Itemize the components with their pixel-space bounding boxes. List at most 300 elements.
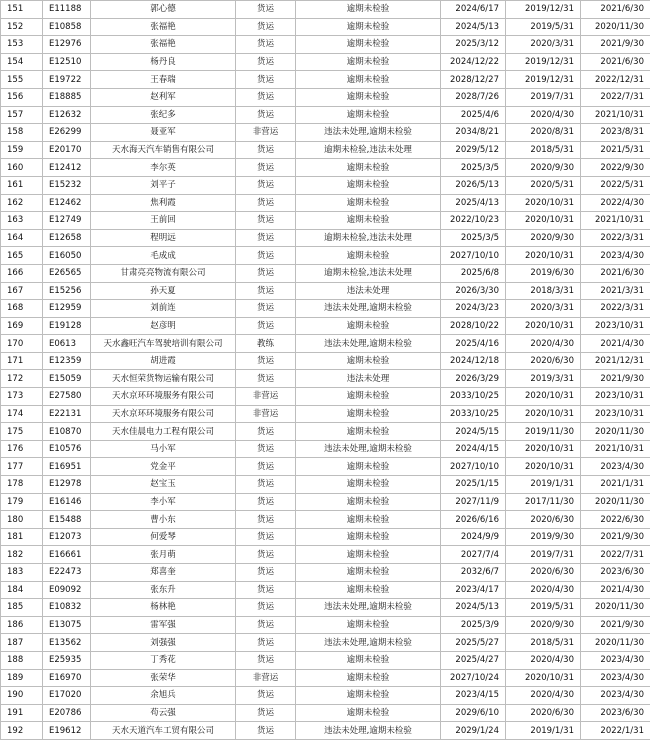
row-number-cell: 172	[1, 370, 43, 388]
plate-code-cell: E10870	[43, 423, 91, 441]
table-row	[1, 616, 650, 634]
date-1-cell: 2024/4/15	[441, 440, 506, 458]
date-2-cell: 2017/11/30	[506, 493, 581, 511]
date-3-cell: 2021/4/30	[581, 581, 650, 599]
date-1-cell: 2025/1/15	[441, 476, 506, 494]
row-number-cell: 157	[1, 106, 43, 124]
owner-name-cell: 天水京环环境服务有限公司	[91, 388, 236, 406]
date-1-cell: 2025/3/5	[441, 159, 506, 177]
table-row	[1, 651, 650, 669]
row-number-cell: 185	[1, 599, 43, 617]
date-1-cell: 2029/5/12	[441, 141, 506, 159]
row-number-cell: 174	[1, 405, 43, 423]
table-row	[1, 599, 650, 617]
table-row	[1, 159, 650, 177]
row-number-cell: 178	[1, 476, 43, 494]
plate-code-cell: E15232	[43, 176, 91, 194]
table-row	[1, 124, 650, 142]
usage-type-cell: 货运	[236, 212, 296, 230]
table-row	[1, 634, 650, 652]
table-row	[1, 493, 650, 511]
date-1-cell: 2024/9/9	[441, 528, 506, 546]
row-number-cell: 181	[1, 528, 43, 546]
row-number-cell: 190	[1, 687, 43, 705]
plate-code-cell: E12073	[43, 528, 91, 546]
usage-type-cell: 货运	[236, 687, 296, 705]
table-row	[1, 440, 650, 458]
table-row	[1, 106, 650, 124]
table-row	[1, 704, 650, 722]
usage-type-cell: 货运	[236, 282, 296, 300]
violation-status-cell: 违法未处理,逾期未检验	[296, 300, 441, 318]
row-number-cell: 169	[1, 317, 43, 335]
usage-type-cell: 货运	[236, 458, 296, 476]
owner-name-cell: 孙天夏	[91, 282, 236, 300]
usage-type-cell: 货运	[236, 71, 296, 89]
row-number-cell: 177	[1, 458, 43, 476]
usage-type-cell: 货运	[236, 493, 296, 511]
usage-type-cell: 货运	[236, 18, 296, 36]
row-number-cell: 156	[1, 88, 43, 106]
usage-type-cell: 货运	[236, 564, 296, 582]
plate-code-cell: E15059	[43, 370, 91, 388]
date-3-cell: 2021/5/31	[581, 141, 650, 159]
row-number-cell: 162	[1, 194, 43, 212]
row-number-cell: 184	[1, 581, 43, 599]
violation-status-cell: 违法未处理	[296, 282, 441, 300]
row-number-cell: 192	[1, 722, 43, 740]
row-number-cell: 158	[1, 124, 43, 142]
plate-code-cell: E12978	[43, 476, 91, 494]
date-1-cell: 2022/10/23	[441, 212, 506, 230]
plate-code-cell: E10832	[43, 599, 91, 617]
owner-name-cell: 天水恒荣货物运输有限公司	[91, 370, 236, 388]
plate-code-cell: E10576	[43, 440, 91, 458]
row-number-cell: 170	[1, 335, 43, 353]
table-row	[1, 141, 650, 159]
date-1-cell: 2032/6/7	[441, 564, 506, 582]
date-2-cell: 2019/12/31	[506, 71, 581, 89]
row-number-cell: 173	[1, 388, 43, 406]
owner-name-cell: 赵彦明	[91, 317, 236, 335]
plate-code-cell: E12510	[43, 53, 91, 71]
date-2-cell: 2019/9/30	[506, 528, 581, 546]
date-1-cell: 2025/4/27	[441, 651, 506, 669]
date-3-cell: 2021/1/31	[581, 476, 650, 494]
plate-code-cell: E17020	[43, 687, 91, 705]
date-3-cell: 2023/4/30	[581, 687, 650, 705]
plate-code-cell: E15488	[43, 511, 91, 529]
owner-name-cell: 张纪多	[91, 106, 236, 124]
table-row	[1, 722, 650, 740]
usage-type-cell: 货运	[236, 528, 296, 546]
owner-name-cell: 天水海天汽车销售有限公司	[91, 141, 236, 159]
usage-type-cell: 货运	[236, 36, 296, 54]
date-3-cell: 2021/9/30	[581, 36, 650, 54]
violation-status-cell: 逾期未检验	[296, 458, 441, 476]
date-3-cell: 2021/3/31	[581, 282, 650, 300]
row-number-cell: 163	[1, 212, 43, 230]
usage-type-cell: 货运	[236, 546, 296, 564]
row-number-cell: 153	[1, 36, 43, 54]
usage-type-cell: 货运	[236, 423, 296, 441]
usage-type-cell: 货运	[236, 106, 296, 124]
table-row	[1, 88, 650, 106]
plate-code-cell: E16146	[43, 493, 91, 511]
owner-name-cell: 胡进霞	[91, 352, 236, 370]
table-row	[1, 1, 650, 19]
owner-name-cell: 天水天道汽车工贸有限公司	[91, 722, 236, 740]
date-2-cell: 2020/4/30	[506, 581, 581, 599]
owner-name-cell: 杨林艳	[91, 599, 236, 617]
date-2-cell: 2020/10/31	[506, 247, 581, 265]
table-row	[1, 194, 650, 212]
date-2-cell: 2020/3/31	[506, 36, 581, 54]
violation-status-cell: 逾期未检验	[296, 71, 441, 89]
table-row	[1, 18, 650, 36]
date-3-cell: 2023/10/31	[581, 405, 650, 423]
plate-code-cell: E22131	[43, 405, 91, 423]
usage-type-cell: 货运	[236, 159, 296, 177]
owner-name-cell: 党金平	[91, 458, 236, 476]
owner-name-cell: 苟云强	[91, 704, 236, 722]
violation-status-cell: 逾期未检验	[296, 53, 441, 71]
date-2-cell: 2019/7/31	[506, 88, 581, 106]
date-1-cell: 2025/3/5	[441, 229, 506, 247]
plate-code-cell: E10858	[43, 18, 91, 36]
date-2-cell: 2020/9/30	[506, 616, 581, 634]
violation-status-cell: 逾期未检验	[296, 388, 441, 406]
row-number-cell: 188	[1, 651, 43, 669]
date-2-cell: 2020/10/31	[506, 194, 581, 212]
date-1-cell: 2033/10/25	[441, 405, 506, 423]
date-2-cell: 2019/5/31	[506, 18, 581, 36]
date-2-cell: 2020/10/31	[506, 317, 581, 335]
owner-name-cell: 焦利霞	[91, 194, 236, 212]
date-1-cell: 2028/10/22	[441, 317, 506, 335]
date-3-cell: 2023/4/30	[581, 669, 650, 687]
table-row	[1, 511, 650, 529]
owner-name-cell: 余旭兵	[91, 687, 236, 705]
usage-type-cell: 非营运	[236, 405, 296, 423]
owner-name-cell: 马小军	[91, 440, 236, 458]
table-row	[1, 335, 650, 353]
plate-code-cell: E26565	[43, 264, 91, 282]
usage-type-cell: 货运	[236, 264, 296, 282]
plate-code-cell: E13562	[43, 634, 91, 652]
date-1-cell: 2024/5/13	[441, 18, 506, 36]
date-1-cell: 2024/5/13	[441, 599, 506, 617]
owner-name-cell: 聂亚军	[91, 124, 236, 142]
usage-type-cell: 货运	[236, 476, 296, 494]
table-row	[1, 71, 650, 89]
date-1-cell: 2025/3/9	[441, 616, 506, 634]
plate-code-cell: E19612	[43, 722, 91, 740]
plate-code-cell: E12959	[43, 300, 91, 318]
owner-name-cell: 丁秀花	[91, 651, 236, 669]
table-row	[1, 669, 650, 687]
date-3-cell: 2022/7/31	[581, 546, 650, 564]
date-3-cell: 2023/4/30	[581, 651, 650, 669]
usage-type-cell: 非营运	[236, 388, 296, 406]
usage-type-cell: 货运	[236, 599, 296, 617]
usage-type-cell: 货运	[236, 194, 296, 212]
table-row	[1, 247, 650, 265]
date-3-cell: 2021/9/30	[581, 528, 650, 546]
row-number-cell: 189	[1, 669, 43, 687]
usage-type-cell: 货运	[236, 141, 296, 159]
table-body	[1, 1, 650, 740]
plate-code-cell: E20786	[43, 704, 91, 722]
plate-code-cell: E13075	[43, 616, 91, 634]
date-2-cell: 2018/5/31	[506, 634, 581, 652]
date-1-cell: 2025/4/13	[441, 194, 506, 212]
usage-type-cell: 非营运	[236, 669, 296, 687]
owner-name-cell: 李小军	[91, 493, 236, 511]
violation-status-cell: 逾期未检验	[296, 317, 441, 335]
date-1-cell: 2025/4/6	[441, 106, 506, 124]
violation-status-cell: 逾期未检验	[296, 88, 441, 106]
date-1-cell: 2026/6/16	[441, 511, 506, 529]
violation-status-cell: 逾期未检验	[296, 511, 441, 529]
date-2-cell: 2020/4/30	[506, 687, 581, 705]
table-row	[1, 476, 650, 494]
table-row	[1, 53, 650, 71]
date-1-cell: 2026/5/13	[441, 176, 506, 194]
row-number-cell: 152	[1, 18, 43, 36]
owner-name-cell: 杨丹良	[91, 53, 236, 71]
row-number-cell: 154	[1, 53, 43, 71]
owner-name-cell: 张月萌	[91, 546, 236, 564]
date-3-cell: 2020/11/30	[581, 423, 650, 441]
row-number-cell: 159	[1, 141, 43, 159]
date-1-cell: 2033/10/25	[441, 388, 506, 406]
violation-status-cell: 逾期未检验	[296, 704, 441, 722]
owner-name-cell: 李尔英	[91, 159, 236, 177]
usage-type-cell: 货运	[236, 300, 296, 318]
date-3-cell: 2023/8/31	[581, 124, 650, 142]
date-3-cell: 2020/11/30	[581, 493, 650, 511]
date-3-cell: 2023/10/31	[581, 317, 650, 335]
table-row	[1, 687, 650, 705]
owner-name-cell: 张福艳	[91, 36, 236, 54]
date-2-cell: 2020/6/30	[506, 352, 581, 370]
date-3-cell: 2023/4/30	[581, 247, 650, 265]
row-number-cell: 164	[1, 229, 43, 247]
date-2-cell: 2020/5/31	[506, 176, 581, 194]
usage-type-cell: 货运	[236, 440, 296, 458]
date-3-cell: 2022/5/31	[581, 176, 650, 194]
date-3-cell: 2021/4/30	[581, 335, 650, 353]
date-3-cell: 2020/11/30	[581, 599, 650, 617]
date-2-cell: 2019/1/31	[506, 722, 581, 740]
date-3-cell: 2021/10/31	[581, 212, 650, 230]
table-row	[1, 317, 650, 335]
violation-status-cell: 逾期未检验	[296, 528, 441, 546]
violation-status-cell: 逾期未检验	[296, 476, 441, 494]
violation-status-cell: 逾期未检验,违法未处理	[296, 264, 441, 282]
date-2-cell: 2020/10/31	[506, 669, 581, 687]
owner-name-cell: 赵宝玉	[91, 476, 236, 494]
violation-status-cell: 逾期未检验	[296, 159, 441, 177]
owner-name-cell: 程明远	[91, 229, 236, 247]
table-row	[1, 212, 650, 230]
date-3-cell: 2021/9/30	[581, 370, 650, 388]
violation-status-cell: 逾期未检验	[296, 176, 441, 194]
usage-type-cell: 货运	[236, 176, 296, 194]
plate-code-cell: E22473	[43, 564, 91, 582]
row-number-cell: 165	[1, 247, 43, 265]
violation-status-cell: 逾期未检验	[296, 405, 441, 423]
violation-status-cell: 逾期未检验,违法未处理	[296, 141, 441, 159]
date-3-cell: 2022/1/31	[581, 722, 650, 740]
row-number-cell: 166	[1, 264, 43, 282]
table-row	[1, 36, 650, 54]
violation-status-cell: 违法未处理,逾期未检验	[296, 722, 441, 740]
date-2-cell: 2020/6/30	[506, 511, 581, 529]
date-1-cell: 2024/12/22	[441, 53, 506, 71]
plate-code-cell: E19722	[43, 71, 91, 89]
row-number-cell: 168	[1, 300, 43, 318]
usage-type-cell: 非营运	[236, 124, 296, 142]
plate-code-cell: E25935	[43, 651, 91, 669]
violation-status-cell: 逾期未检验	[296, 212, 441, 230]
date-1-cell: 2024/12/18	[441, 352, 506, 370]
date-1-cell: 2025/6/8	[441, 264, 506, 282]
date-2-cell: 2020/3/31	[506, 300, 581, 318]
plate-code-cell: E12462	[43, 194, 91, 212]
date-3-cell: 2021/6/30	[581, 1, 650, 19]
row-number-cell: 171	[1, 352, 43, 370]
table-row	[1, 423, 650, 441]
plate-code-cell: E16661	[43, 546, 91, 564]
date-1-cell: 2027/10/10	[441, 247, 506, 265]
owner-name-cell: 张东升	[91, 581, 236, 599]
table-row	[1, 405, 650, 423]
usage-type-cell: 货运	[236, 88, 296, 106]
row-number-cell: 175	[1, 423, 43, 441]
date-1-cell: 2034/8/21	[441, 124, 506, 142]
date-1-cell: 2024/6/17	[441, 1, 506, 19]
violation-status-cell: 逾期未检验	[296, 616, 441, 634]
table-row	[1, 264, 650, 282]
date-2-cell: 2020/4/30	[506, 106, 581, 124]
date-1-cell: 2026/3/30	[441, 282, 506, 300]
date-3-cell: 2023/4/30	[581, 458, 650, 476]
date-3-cell: 2022/3/31	[581, 229, 650, 247]
date-2-cell: 2019/7/31	[506, 546, 581, 564]
date-1-cell: 2029/6/10	[441, 704, 506, 722]
date-2-cell: 2019/5/31	[506, 599, 581, 617]
usage-type-cell: 货运	[236, 511, 296, 529]
plate-code-cell: E12976	[43, 36, 91, 54]
violation-status-cell: 逾期未检验	[296, 493, 441, 511]
usage-type-cell: 货运	[236, 704, 296, 722]
date-1-cell: 2027/7/4	[441, 546, 506, 564]
row-number-cell: 161	[1, 176, 43, 194]
date-2-cell: 2019/6/30	[506, 264, 581, 282]
row-number-cell: 179	[1, 493, 43, 511]
violation-status-cell: 违法未处理,逾期未检验	[296, 599, 441, 617]
owner-name-cell: 甘肃亮亮物流有限公司	[91, 264, 236, 282]
date-3-cell: 2022/12/31	[581, 71, 650, 89]
usage-type-cell: 货运	[236, 1, 296, 19]
date-1-cell: 2023/4/15	[441, 687, 506, 705]
owner-name-cell: 张荣华	[91, 669, 236, 687]
usage-type-cell: 货运	[236, 317, 296, 335]
date-3-cell: 2021/6/30	[581, 53, 650, 71]
date-1-cell: 2027/10/10	[441, 458, 506, 476]
date-3-cell: 2022/9/30	[581, 159, 650, 177]
date-3-cell: 2021/9/30	[581, 616, 650, 634]
plate-code-cell: E20170	[43, 141, 91, 159]
owner-name-cell: 郑喜奎	[91, 564, 236, 582]
date-3-cell: 2023/6/30	[581, 564, 650, 582]
date-2-cell: 2020/10/31	[506, 405, 581, 423]
date-1-cell: 2029/1/24	[441, 722, 506, 740]
row-number-cell: 182	[1, 546, 43, 564]
table-row	[1, 300, 650, 318]
row-number-cell: 151	[1, 1, 43, 19]
usage-type-cell: 货运	[236, 53, 296, 71]
usage-type-cell: 货运	[236, 581, 296, 599]
date-1-cell: 2025/3/12	[441, 36, 506, 54]
owner-name-cell: 天水鑫旺汽车驾驶培训有限公司	[91, 335, 236, 353]
owner-name-cell: 赵利军	[91, 88, 236, 106]
usage-type-cell: 货运	[236, 370, 296, 388]
plate-code-cell: E18885	[43, 88, 91, 106]
owner-name-cell: 刘前连	[91, 300, 236, 318]
table-row	[1, 388, 650, 406]
violation-status-cell: 违法未处理,逾期未检验	[296, 124, 441, 142]
table-row	[1, 370, 650, 388]
table-row	[1, 229, 650, 247]
plate-code-cell: E12658	[43, 229, 91, 247]
owner-name-cell: 郭心德	[91, 1, 236, 19]
date-2-cell: 2019/1/31	[506, 476, 581, 494]
date-1-cell: 2026/3/29	[441, 370, 506, 388]
date-3-cell: 2022/6/30	[581, 511, 650, 529]
owner-name-cell: 雷军强	[91, 616, 236, 634]
date-3-cell: 2020/11/30	[581, 18, 650, 36]
date-3-cell: 2021/6/30	[581, 264, 650, 282]
plate-code-cell: E12412	[43, 159, 91, 177]
date-2-cell: 2020/10/31	[506, 388, 581, 406]
date-3-cell: 2022/3/31	[581, 300, 650, 318]
date-2-cell: 2020/10/31	[506, 212, 581, 230]
date-2-cell: 2019/11/30	[506, 423, 581, 441]
row-number-cell: 180	[1, 511, 43, 529]
violation-status-cell: 逾期未检验	[296, 423, 441, 441]
date-3-cell: 2023/6/30	[581, 704, 650, 722]
violation-status-cell: 违法未处理,逾期未检验	[296, 335, 441, 353]
plate-code-cell: E09092	[43, 581, 91, 599]
table-row	[1, 282, 650, 300]
table-row	[1, 528, 650, 546]
date-1-cell: 2024/5/15	[441, 423, 506, 441]
plate-code-cell: E12359	[43, 352, 91, 370]
owner-name-cell: 何爱琴	[91, 528, 236, 546]
table-row	[1, 352, 650, 370]
violation-status-cell: 逾期未检验	[296, 194, 441, 212]
plate-code-cell: E16951	[43, 458, 91, 476]
date-2-cell: 2019/3/31	[506, 370, 581, 388]
owner-name-cell: 毛成成	[91, 247, 236, 265]
row-number-cell: 187	[1, 634, 43, 652]
table-row	[1, 458, 650, 476]
violation-status-cell: 逾期未检验	[296, 546, 441, 564]
violation-status-cell: 逾期未检验	[296, 581, 441, 599]
